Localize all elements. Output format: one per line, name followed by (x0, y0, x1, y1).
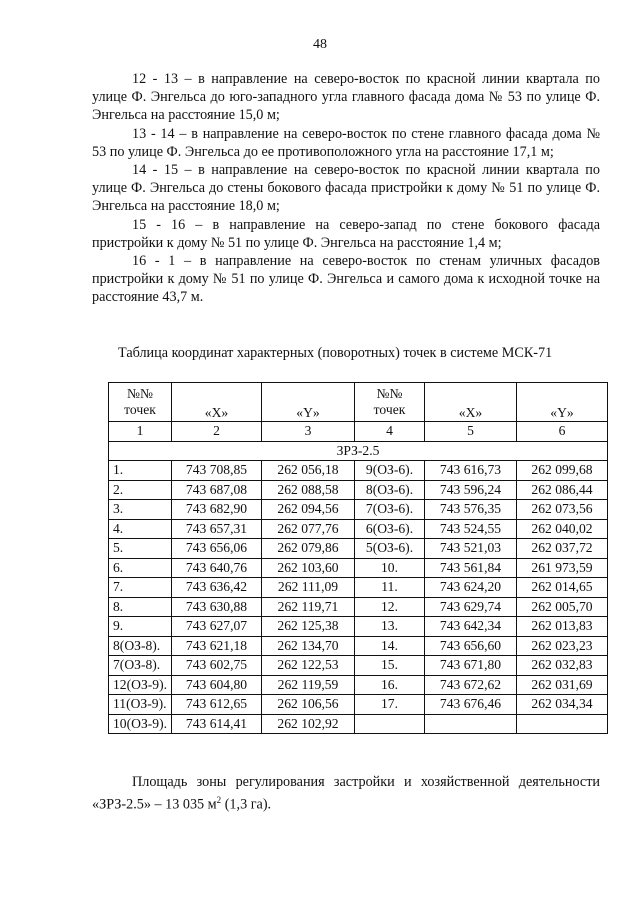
column-number-row (109, 422, 608, 442)
paragraph-15-16: 15 - 16 – в направление на северо-запад по стене бокового фасада пристройки к дому № 51 по улице Ф. Энгельса на расстояние 1,4 м; (92, 216, 600, 251)
y-value: 262 094,56 (262, 500, 355, 520)
point-id-2: 17. (355, 695, 425, 715)
point-id: 7(ОЗ-8). (109, 656, 172, 676)
page-number: 48 (313, 37, 327, 52)
x-value-2: 743 521,03 (425, 539, 517, 559)
table-row (109, 636, 608, 656)
header-points-cell-2 (355, 383, 425, 422)
table-row (109, 558, 608, 578)
x-value-2: 743 676,46 (425, 695, 517, 715)
y-value: 262 102,92 (262, 714, 355, 734)
col-number: 1 (109, 422, 172, 442)
x-value: 743 656,06 (172, 539, 262, 559)
point-id-2: 9(ОЗ-6). (355, 461, 425, 481)
header-x-2: «X» (425, 383, 517, 422)
header-points: точек (124, 402, 156, 417)
table-row (109, 519, 608, 539)
y-value-2: 262 073,56 (517, 500, 608, 520)
point-id: 6. (109, 558, 172, 578)
point-id: 5. (109, 539, 172, 559)
x-value: 743 612,65 (172, 695, 262, 715)
point-id: 1. (109, 461, 172, 481)
paragraph-12-13: 12 - 13 – в направление на северо-восток по красной линии квартала по улице Ф. Энгельса до юго-западного угла главного фасада дома № 53 по улице Ф. Энгельса на расстояние 15,0 м; (92, 71, 600, 124)
x-value: 743 708,85 (172, 461, 262, 481)
point-id-2: 14. (355, 636, 425, 656)
x-value-2: 743 656,60 (425, 636, 517, 656)
header-nn: №№ (127, 386, 153, 401)
point-id: 3. (109, 500, 172, 520)
col-number: 3 (262, 422, 355, 442)
header-x-1: «X» (172, 383, 262, 422)
col-number: 5 (425, 422, 517, 442)
area-text-before: Площадь зоны регулирования застройки и хозяйственной деятельности «ЗРЗ-2.5» – 13 035 м (92, 774, 600, 813)
y-value-2: 262 005,70 (517, 597, 608, 617)
point-id-2: 11. (355, 578, 425, 598)
y-value: 262 106,56 (262, 695, 355, 715)
y-value: 262 119,59 (262, 675, 355, 695)
header-points-cell (109, 383, 172, 422)
y-value: 262 111,09 (262, 578, 355, 598)
area-unit-superscript: 2 (216, 795, 222, 806)
point-id-2: 7(ОЗ-6). (355, 500, 425, 520)
header-y-1: «Y» (262, 383, 355, 422)
x-value: 743 682,90 (172, 500, 262, 520)
y-value: 262 079,86 (262, 539, 355, 559)
y-value: 262 103,60 (262, 558, 355, 578)
col-number: 2 (172, 422, 262, 442)
description-text (92, 70, 600, 307)
col-number: 6 (517, 422, 608, 442)
area-summary (92, 773, 600, 814)
paragraph-14-15: 14 - 15 – в направление на северо-восток по красной линии квартала по улице Ф. Энгельса до стены бокового фасада пристройки к дому № 51 по улице Ф. Энгельса на расстояние 18,0 м; (92, 162, 600, 215)
zone-label: ЗРЗ-2.5 (109, 441, 608, 461)
x-value: 743 687,08 (172, 480, 262, 500)
x-value-2: 743 561,84 (425, 558, 517, 578)
header-y-2: «Y» (517, 383, 608, 422)
y-value-2: 262 023,23 (517, 636, 608, 656)
x-value: 743 657,31 (172, 519, 262, 539)
area-text-after: (1,3 га). (221, 796, 272, 813)
point-id: 11(ОЗ-9). (109, 695, 172, 715)
table-caption: Таблица координат характерных (поворотных) точек в системе МСК-71 (118, 345, 553, 361)
point-id-2: 15. (355, 656, 425, 676)
point-id: 9. (109, 617, 172, 637)
point-id: 4. (109, 519, 172, 539)
point-id: 8. (109, 597, 172, 617)
x-value-2 (425, 714, 517, 734)
x-value: 743 636,42 (172, 578, 262, 598)
y-value-2: 262 032,83 (517, 656, 608, 676)
zone-row (109, 441, 608, 461)
coordinate-rows (109, 461, 608, 734)
x-value-2: 743 524,55 (425, 519, 517, 539)
point-id: 7. (109, 578, 172, 598)
header-points-2: точек (373, 402, 406, 417)
table-row (109, 461, 608, 481)
paragraph-16-1: 16 - 1 – в направление на северо-восток по стенам уличных фасадов пристройки к дому № 51 по улице Ф. Энгельса и самого дома к исходной точке на расстояние 43,7 м. (92, 253, 600, 306)
y-value-2: 262 099,68 (517, 461, 608, 481)
x-value: 743 621,18 (172, 636, 262, 656)
point-id-2: 16. (355, 675, 425, 695)
y-value: 262 088,58 (262, 480, 355, 500)
col-number: 4 (355, 422, 425, 442)
area-text (92, 773, 600, 814)
x-value: 743 614,41 (172, 714, 262, 734)
y-value: 262 125,38 (262, 617, 355, 637)
x-value-2: 743 616,73 (425, 461, 517, 481)
table-row (109, 675, 608, 695)
y-value: 262 119,71 (262, 597, 355, 617)
x-value-2: 743 624,20 (425, 578, 517, 598)
x-value-2: 743 576,35 (425, 500, 517, 520)
point-id-2 (355, 714, 425, 734)
x-value: 743 604,80 (172, 675, 262, 695)
table-row (109, 695, 608, 715)
x-value-2: 743 629,74 (425, 597, 517, 617)
x-value: 743 602,75 (172, 656, 262, 676)
y-value-2: 262 040,02 (517, 519, 608, 539)
x-value: 743 627,07 (172, 617, 262, 637)
table-row (109, 656, 608, 676)
y-value: 262 056,18 (262, 461, 355, 481)
y-value-2: 262 031,69 (517, 675, 608, 695)
y-value: 262 122,53 (262, 656, 355, 676)
x-value-2: 743 672,62 (425, 675, 517, 695)
point-id-2: 12. (355, 597, 425, 617)
table-row (109, 500, 608, 520)
x-value: 743 630,88 (172, 597, 262, 617)
y-value-2: 262 086,44 (517, 480, 608, 500)
point-id-2: 5(ОЗ-6). (355, 539, 425, 559)
y-value-2: 262 034,34 (517, 695, 608, 715)
x-value-2: 743 671,80 (425, 656, 517, 676)
table-row (109, 539, 608, 559)
y-value-2: 262 013,83 (517, 617, 608, 637)
y-value: 262 134,70 (262, 636, 355, 656)
y-value-2: 262 037,72 (517, 539, 608, 559)
point-id-2: 8(ОЗ-6). (355, 480, 425, 500)
table-row (109, 714, 608, 734)
header-nn-2: №№ (376, 386, 403, 401)
y-value: 262 077,76 (262, 519, 355, 539)
point-id-2: 10. (355, 558, 425, 578)
x-value: 743 640,76 (172, 558, 262, 578)
table-row (109, 578, 608, 598)
table-row (109, 597, 608, 617)
coordinates-table (108, 382, 608, 734)
table-row (109, 617, 608, 637)
point-id-2: 6(ОЗ-6). (355, 519, 425, 539)
y-value-2 (517, 714, 608, 734)
point-id: 8(ОЗ-8). (109, 636, 172, 656)
point-id: 12(ОЗ-9). (109, 675, 172, 695)
point-id: 2. (109, 480, 172, 500)
table-row (109, 480, 608, 500)
point-id-2: 13. (355, 617, 425, 637)
y-value-2: 261 973,59 (517, 558, 608, 578)
x-value-2: 743 642,34 (425, 617, 517, 637)
paragraph-13-14: 13 - 14 – в направление на северо-восток по стене главного фасада дома № 53 по улице Ф. Энгельса до ее противоположного угла на расстояние 17,1 м; (92, 125, 600, 160)
point-id: 10(ОЗ-9). (109, 714, 172, 734)
y-value-2: 262 014,65 (517, 578, 608, 598)
x-value-2: 743 596,24 (425, 480, 517, 500)
